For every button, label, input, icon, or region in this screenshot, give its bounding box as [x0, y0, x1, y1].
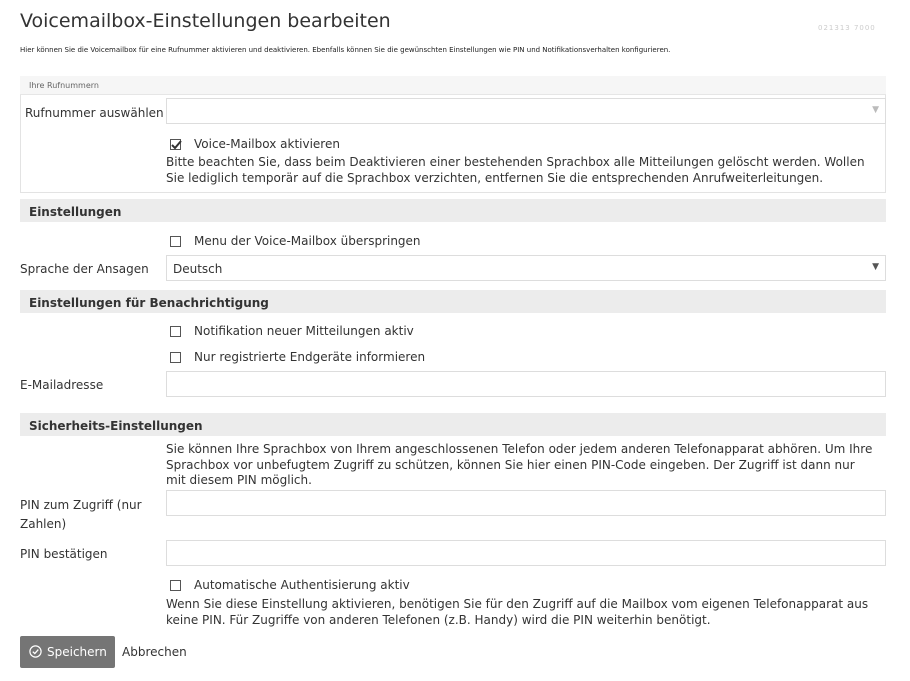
chevron-down-icon: ▼ — [872, 105, 879, 115]
notification-section-title: Einstellungen für Benachrichtigung — [20, 290, 886, 313]
auto-auth-help: Wenn Sie diese Einstellung aktivieren, benötigen Sie für den Zugriff auf die Mailbox vom eigenen Telefonapparat aus keine PIN. Für Zugriffe von anderen Telefonen (z.B. Handy) wird die PIN weiterhin benötigt. — [166, 597, 869, 627]
settings-section-title: Einstellungen — [20, 199, 886, 222]
check-circle-icon — [29, 645, 42, 658]
notify-checkbox-row[interactable] — [170, 324, 470, 340]
pin-confirm-label: PIN bestätigen — [20, 547, 108, 561]
activate-mailbox-label: Voice-Mailbox aktivieren — [194, 137, 340, 151]
page-intro: Hier können Sie die Voicemailbox für eine Rufnummer aktivieren und deaktivieren. Ebenfalls können Sie die gewünschten Einstellungen wie PIN und Notifikationsverhalten konfigurieren. — [20, 46, 671, 54]
numbers-group-title: Ihre Rufnummern — [20, 76, 886, 95]
cancel-button[interactable]: Abbrechen — [122, 645, 187, 659]
email-label: E-Mailadresse — [20, 378, 104, 392]
number-select-label: Rufnummer auswählen — [25, 106, 164, 120]
language-label: Sprache der Ansagen — [20, 262, 149, 276]
skip-menu-label: Menu der Voice-Mailbox überspringen — [194, 234, 421, 248]
activate-mailbox-checkbox[interactable] — [170, 139, 181, 150]
notify-label: Notifikation neuer Mitteilungen aktiv — [194, 324, 414, 338]
page-title: Voicemailbox-Einstellungen bearbeiten — [20, 10, 391, 32]
save-button-label: Speichern — [47, 645, 107, 659]
pin-input[interactable] — [166, 490, 886, 516]
email-field[interactable] — [166, 371, 886, 397]
registered-devices-checkbox[interactable] — [170, 352, 181, 363]
registered-devices-label: Nur registrierte Endgeräte informieren — [194, 350, 426, 364]
security-section-title: Sicherheits-Einstellungen — [20, 413, 886, 436]
notify-checkbox[interactable] — [170, 326, 181, 337]
account-number: 021313 7000 — [818, 24, 876, 32]
activate-mailbox-help: Bitte beachten Sie, dass beim Deaktivieren einer bestehenden Sprachbox alle Mitteilungen gelöscht werden. Wollen Sie lediglich temporär auf die Sprachbox verzichten, entfernen Sie die entsprechenden Anrufweiterleitungen. — [166, 155, 865, 185]
language-select[interactable] — [166, 255, 886, 281]
save-button[interactable] — [20, 636, 115, 668]
number-select[interactable] — [166, 98, 886, 124]
auto-auth-checkbox[interactable] — [170, 580, 181, 591]
pin-label: PIN zum Zugriff (nur Zahlen) — [20, 498, 142, 531]
auto-auth-checkbox-row[interactable] — [170, 578, 470, 594]
security-help: Sie können Ihre Sprachbox von Ihrem angeschlossenen Telefon oder jedem anderen Telefonapparat abhören. Um Ihre Sprachbox vor unbefugtem Zugriff zu schützen, können Sie hier einen PIN-Code eingeben. Der Zugriff ist dann nur mit diesem PIN möglich. — [166, 442, 873, 487]
language-select-value: Deutsch — [173, 262, 223, 276]
activate-mailbox-checkbox-row[interactable] — [170, 137, 470, 153]
auto-auth-label: Automatische Authentisierung aktiv — [194, 578, 410, 592]
chevron-down-icon: ▼ — [872, 262, 879, 272]
registered-devices-checkbox-row[interactable] — [170, 350, 470, 366]
skip-menu-checkbox[interactable] — [170, 236, 181, 247]
pin-confirm-input[interactable] — [166, 540, 886, 566]
skip-menu-checkbox-row[interactable] — [170, 234, 470, 250]
